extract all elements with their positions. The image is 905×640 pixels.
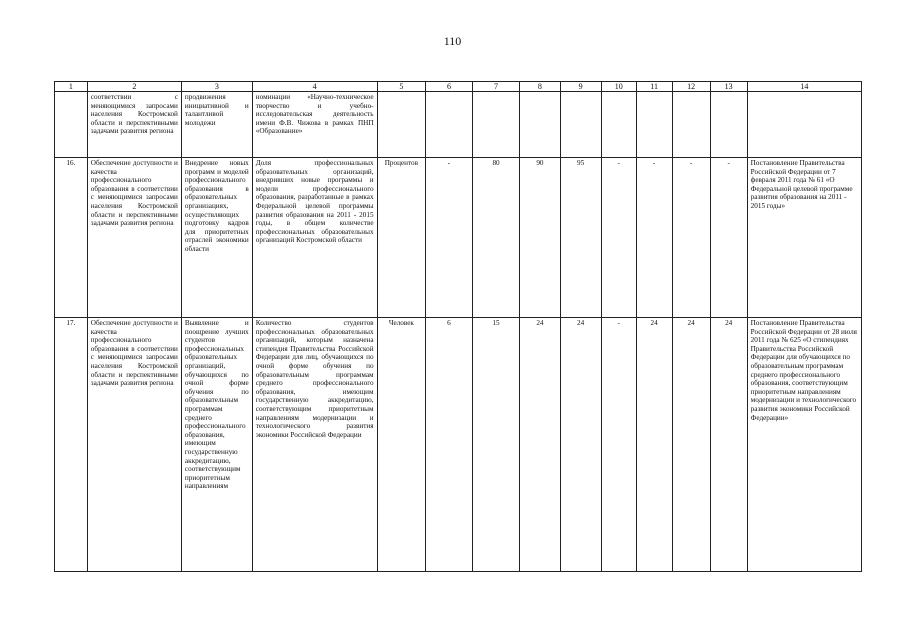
unit-cell: Человек xyxy=(377,318,426,572)
page-number: 110 xyxy=(443,34,462,48)
value-cell xyxy=(601,92,636,158)
column-number: 10 xyxy=(601,82,636,92)
value-cell: 6 xyxy=(426,318,473,572)
activity-cell: продвижения инициативной и талантливой молодежи xyxy=(181,92,252,158)
legal-basis-cell: Постановление Правительства Российской Федерации от 28 июля 2011 года № 625 «О стипендиях Правительства Российской Федерации для обучающихся по образовательным программам среднего профессионального образования, соответствующим приоритетным направлениям модернизации и технологического развития экономики Российской Федерации» xyxy=(747,318,861,572)
legal-basis-cell xyxy=(747,92,861,158)
value-cell: - xyxy=(710,158,747,318)
value-cell: 80 xyxy=(472,158,520,318)
column-number: 5 xyxy=(377,82,426,92)
value-cell: 24 xyxy=(636,318,672,572)
column-number: 6 xyxy=(426,82,473,92)
value-cell xyxy=(560,92,601,158)
table-row xyxy=(55,92,862,158)
activity-cell: Внедрение новых программ и моделей профессионального образования в образовательных организациях, осуществляющих подготовку кадров для приоритетных отраслей экономики области xyxy=(181,158,252,318)
indicators-table xyxy=(54,81,862,572)
value-cell: - xyxy=(426,158,473,318)
column-number: 11 xyxy=(636,82,672,92)
task-cell: соответствии с меняющимися запросами населения Костромской области и перспективными задачами развития региона xyxy=(87,92,181,158)
value-cell xyxy=(426,92,473,158)
value-cell: 24 xyxy=(710,318,747,572)
indicator-cell: номинации «Научно-техническое творчество и учебно-исследовательская деятельность имени Ф.В. Чижова в рамках ПНП «Образование» xyxy=(252,92,377,158)
value-cell xyxy=(636,92,672,158)
column-number: 9 xyxy=(560,82,601,92)
column-number: 14 xyxy=(747,82,861,92)
value-cell xyxy=(672,92,710,158)
task-cell: Обеспечение доступности и качества профессионального образования в соответствии с меняющимися запросами населения Костромской области и перспективными задачами развития региона xyxy=(87,318,181,572)
value-cell: - xyxy=(601,158,636,318)
value-cell: 24 xyxy=(560,318,601,572)
value-cell: 24 xyxy=(672,318,710,572)
column-number: 13 xyxy=(710,82,747,92)
column-number: 12 xyxy=(672,82,710,92)
value-cell xyxy=(520,92,560,158)
value-cell: 24 xyxy=(520,318,560,572)
value-cell: - xyxy=(672,158,710,318)
column-number: 4 xyxy=(252,82,377,92)
unit-cell: Процентов xyxy=(377,158,426,318)
column-number: 7 xyxy=(472,82,520,92)
legal-basis-cell: Постановление Правительства Российской Федерации от 7 февраля 2011 года № 61 «О Федеральной целевой программе развития образования на 2011 - 2015 годы» xyxy=(747,158,861,318)
column-number: 2 xyxy=(87,82,181,92)
column-number: 3 xyxy=(181,82,252,92)
value-cell: 15 xyxy=(472,318,520,572)
column-number: 1 xyxy=(55,82,88,92)
indicator-cell: Доля профессиональных образовательных организаций, внедривших новые программы и модели профессионального образования, разработанные в рамках Федеральной целевой программы развития образования на 2011 - 2015 годы, в общем количестве профессиональных образовательных организаций Костромской области xyxy=(252,158,377,318)
activity-cell: Выявление и поощрение лучших студентов профессиональных образовательных организаций, обучающихся по очной форме обучения по образовательным программам среднего профессионального образования, имеющим государственную аккредитацию, соответствующим приоритетным направлениям xyxy=(181,318,252,572)
value-cell xyxy=(472,92,520,158)
column-number-row xyxy=(55,82,862,92)
table-row xyxy=(55,318,862,572)
value-cell: - xyxy=(601,318,636,572)
value-cell: 90 xyxy=(520,158,560,318)
row-number xyxy=(55,92,88,158)
table-row xyxy=(55,158,862,318)
row-number: 17. xyxy=(55,318,88,572)
value-cell: 95 xyxy=(560,158,601,318)
column-number: 8 xyxy=(520,82,560,92)
unit-cell xyxy=(377,92,426,158)
value-cell xyxy=(710,92,747,158)
value-cell: - xyxy=(636,158,672,318)
indicator-cell: Количество студентов профессиональных образовательных организаций, которым назначена стипендия Правительства Российской Федерации для лиц, обучающихся по очной форме обучения по образовательным программам среднего профессионального образования, имеющим государственную аккредитацию, соответствующим приоритетным направлениям модернизации и технологического развития экономики Российской Федерации xyxy=(252,318,377,572)
row-number: 16. xyxy=(55,158,88,318)
task-cell: Обеспечение доступности и качества профессионального образования в соответствии с меняющимися запросами населения Костромской области и перспективными задачами развития региона xyxy=(87,158,181,318)
